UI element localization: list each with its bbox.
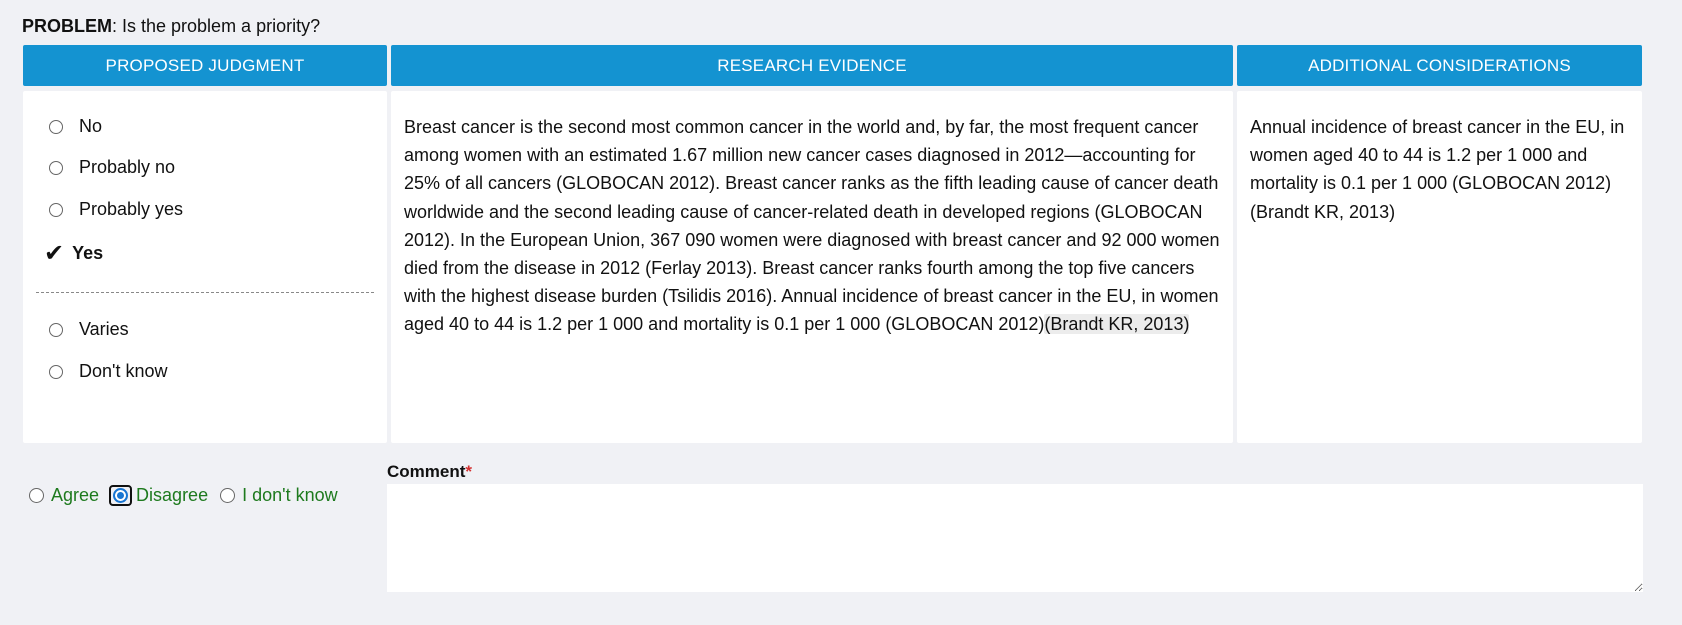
judgment-option-label: Varies <box>79 319 129 339</box>
vote-option-label: I don't know <box>242 485 338 505</box>
judgment-option-yes[interactable] <box>44 239 104 267</box>
vote-option-dont-know[interactable] <box>220 485 338 506</box>
judgment-option-probably-yes[interactable] <box>49 199 183 220</box>
evidence-citation[interactable]: (Brandt KR, 2013) <box>1044 314 1190 335</box>
judgment-option-no[interactable] <box>49 116 102 137</box>
vote-options <box>29 485 350 506</box>
judgment-option-label: Don't know <box>79 361 168 381</box>
comment-label-text: Comment <box>387 462 466 481</box>
radio-icon[interactable] <box>49 323 63 337</box>
checkmark-icon: ✔ <box>44 239 65 267</box>
judgment-option-label: Probably no <box>79 157 176 177</box>
radio-icon[interactable] <box>49 203 63 217</box>
vote-option-agree[interactable] <box>29 485 99 506</box>
radio-focus-ring[interactable] <box>109 485 132 506</box>
radio-icon[interactable] <box>49 120 63 134</box>
judgment-option-probably-no[interactable] <box>49 157 175 178</box>
proposed-judgment-header: PROPOSED JUDGMENT <box>23 45 387 86</box>
judgment-option-label: No <box>79 116 103 136</box>
vote-option-disagree[interactable] <box>111 485 208 506</box>
research-evidence-header: RESEARCH EVIDENCE <box>391 45 1233 86</box>
research-evidence-text <box>404 113 1222 339</box>
radio-icon[interactable] <box>49 161 63 175</box>
radio-icon[interactable] <box>49 365 63 379</box>
evidence-body: Breast cancer is the second most common cancer in the world and, by far, the most frequent cancer among women with an estimated 1.67 million new cancer cases diagnosed in 2012—accounting for 25% of all cancers (GLOBOCAN 2012). Breast cancer ranks as the fifth leading cause of cancer death worldwide and the second leading cause of cancer-related death in developed regions (GLOBOCAN 2012). In the European Union, 367 090 women were diagnosed with breast cancer and 92 000 women died from the disease in 2012 (Ferlay 2013). Breast cancer ranks fourth among the top five cancers with the highest disease burden (Tsilidis 2016). Annual incidence of breast cancer in the EU, in women aged 40 to 44 is 1.2 per 1 000 and mortality is 0.1 per 1 000 (GLOBOCAN 2012) <box>404 117 1220 335</box>
judgment-option-label: Yes <box>72 242 104 263</box>
research-evidence-panel <box>391 91 1233 443</box>
judgment-option-label: Probably yes <box>79 199 184 219</box>
required-mark: * <box>465 462 473 481</box>
radio-selected-icon[interactable] <box>113 488 128 503</box>
judgment-panel <box>23 91 387 443</box>
divider <box>36 292 374 293</box>
comment-textarea[interactable] <box>387 484 1643 592</box>
problem-question <box>22 16 320 37</box>
judgment-option-dont-know[interactable] <box>49 361 167 382</box>
radio-icon[interactable] <box>220 488 235 503</box>
vote-option-label: Disagree <box>136 485 209 505</box>
problem-label: PROBLEM <box>22 16 112 36</box>
additional-considerations-panel <box>1237 91 1642 443</box>
comment-label <box>387 462 472 482</box>
vote-option-label: Agree <box>51 485 100 505</box>
radio-icon[interactable] <box>29 488 44 503</box>
additional-considerations-header: ADDITIONAL CONSIDERATIONS <box>1237 45 1642 86</box>
problem-text: : Is the problem a priority? <box>112 16 321 36</box>
additional-considerations-text: Annual incidence of breast cancer in the EU, in women aged 40 to 44 is 1.2 per 1 000 and mortality is 0.1 per 1 000 (GLOBOCAN 2012) (Brandt KR, 2013) <box>1250 117 1625 222</box>
judgment-option-varies[interactable] <box>49 319 129 340</box>
